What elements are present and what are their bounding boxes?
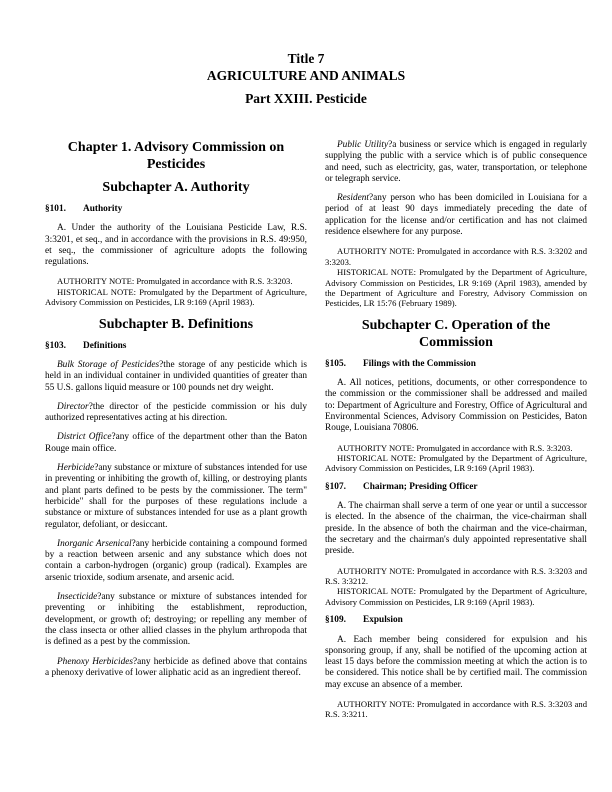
section-105-text: A. All notices, petitions, documents, or other correspondence to the commission or the commissioner shall be addressed and mailed to: Department of Agriculture and Forestry, Office of Agricultural and Environmental Sciences, Advisory Commission on Pesticides, Baton Rouge, Louisiana 70806. [325,378,587,434]
section-number: §105. [325,358,346,369]
definition-district-office [45,432,307,455]
defined-term: District Office [57,432,112,443]
unknown-glyph: ? [159,360,164,370]
defined-term: Insecticide [57,592,98,603]
section-103-heading [45,341,307,352]
authority-note: AUTHORITY NOTE: Promulgated in accordance with R.S. 3:3203 and R.S. 3:3212. [325,565,587,586]
historical-note: HISTORICAL NOTE: Promulgated by the Department of Agriculture, Advisory Commission on Pesticides, LR 9:169 (April 1983). [325,586,587,607]
definition-resident [325,193,587,238]
section-109-heading [325,615,587,626]
definition-bulk-storage [45,360,307,394]
section-title: Definitions [83,340,127,351]
title-block [0,50,612,107]
section-107-text: A. The chairman shall serve a term of one year or until a successor is elected. In the absence of the chairman, the vice-chairman shall preside. In the absence of both the chairman and the vice-chairman, the secretary and the chairman's duly appointed representative shall preside. [325,501,587,557]
section-107-heading [325,482,587,493]
authority-note: AUTHORITY NOTE: Promulgated in accordance with R.S. 3:3203 and R.S. 3:3211. [325,699,587,720]
definition-herbicide [45,463,307,531]
definition-director [45,402,307,425]
unknown-glyph: ? [132,656,138,667]
definition-insecticide [45,592,307,648]
defined-term: Public Utility [337,140,389,150]
part-heading: Part XXIII. Pesticide [245,91,367,106]
authority-note: AUTHORITY NOTE: Promulgated in accordance with R.S. 3:3202 and 3:3203. [325,246,587,267]
historical-note: HISTORICAL NOTE: Promulgated by the Department of Agriculture, Advisory Commission on Pesticides, LR 9:169 (April 1983). [325,453,587,474]
definition-phenoxy-herbicides [45,657,307,680]
historical-note: HISTORICAL NOTE: Promulgated by the Department of Agriculture, Advisory Commission on Pesticides, LR 9:169 (April 1983). [45,286,307,308]
authority-note: AUTHORITY NOTE: Promulgated in accordance with R.S. 3:3203. [337,442,573,453]
unknown-glyph: ? [388,140,393,150]
unknown-glyph: ? [97,592,102,603]
section-109-text: A. Each member being considered for expulsion and his sponsoring group, if any, shall be notified of the upcoming action at least 15 days before the commission meeting at which the action is to be considered. This notice shall be by certified mail. The commission may excuse an absence of a member. [325,634,587,690]
definition-text: any substance or mixture of substances intended for preventing or inhibiting the establishment, reproduction, development, or growth of; destroying; or repelling any member of the class insecta or other allied classes in the phylum arthropoda that is defined as a pest by the commission. [45,592,307,648]
definition-text: any herbicide as defined above that contains a phenoxy derivative of lower aliphatic acid as an ingredient thereof. [45,656,307,678]
definition-text: any herbicide containing a compound formed by a reaction between arsenic and any substance which does not contain a carbon-hydrogen (organic) group (radical). Examples are arsenic trioxide, sodium arsenate, and arsenic acid. [45,538,307,583]
section-number: §109. [325,615,346,626]
section-101-heading [45,204,307,215]
definition-text: the director of the pesticide commission or his duly authorized representatives acting at his direction. [45,401,307,424]
unknown-glyph: ? [131,538,136,549]
subchapter-a-heading: Subchapter A. Authority [102,180,250,195]
section-number: §103. [45,340,66,351]
definition-text: any substance or mixture of substances intended for use in preventing or inhibiting the growth of, killing, or destroying plants and plant parts defined to be pests by the commissioner. The term" herbicide" shall for the purposes of these regulations include a substance or mixture of substances intended for use as a plant growth regulator, defoliant, or desiccant. [45,463,307,530]
chapter-heading: Chapter 1. Advisory Commission on Pesticides [67,140,285,172]
definition-inorganic-arsenical [45,539,307,584]
defined-term: Director [57,401,89,412]
unknown-glyph: ? [369,193,374,204]
right-column [325,140,587,720]
section-101-text: A. Under the authority of the Louisiana Pesticide Law, R.S. 3:3201, et seq., and in accordance with the provisions in R.S. 49:950, et seq., the commissioner of agriculture adopts the following regulations. [45,223,307,268]
unknown-glyph: ? [94,463,99,474]
defined-term: Inorganic Arsenical [57,538,132,549]
section-title: Chairman; Presiding Officer [363,481,478,492]
title: Title 7 [287,51,325,66]
defined-term: Bulk Storage of Pesticides [57,360,160,370]
unknown-glyph: ? [88,401,93,412]
authority-note: AUTHORITY NOTE: Promulgated in accordance with R.S. 3:3203. [57,276,293,287]
section-105-heading [325,359,587,370]
subchapter-b-heading: Subchapter B. Definitions [98,316,254,332]
historical-note: HISTORICAL NOTE: Promulgated by the Department of Agriculture, Advisory Commission on Pesticides, LR 9:169 (April 1983), amended by the Department of Agriculture and Forestry, Advisory Commission on Pesticides, LR 15:76 (February 1989). [325,267,587,309]
subchapter-c-heading: Subchapter C. Operation of the Commission [361,317,551,350]
defined-term: Resident [337,193,370,204]
section-number: §101. [45,204,66,214]
section-title: Filings with the Commission [363,358,476,369]
defined-term: Herbicide [57,463,95,474]
section-number: §107. [325,481,346,492]
defined-term: Phenoxy Herbicides [57,656,133,667]
left-column [45,133,307,687]
subtitle: AGRICULTURE AND ANIMALS [206,68,406,83]
unknown-glyph: ? [111,432,116,443]
definition-text: any office of the department other than the Baton Rouge main office. [45,432,307,454]
definition-text: any person who has been domiciled in Louisiana for a period of at least 90 days immediately preceding the date of application for the license and/or certification and has not claimed residence elsewhere for any purpose. [325,193,587,238]
section-title: Expulsion [363,615,403,626]
definition-public-utility [325,140,587,185]
definition-text: the storage of any pesticide which is held in an individual container in undivided quantities of greater than 55 U.S. gallons liquid measure or 100 pounds net dry weight. [45,360,307,393]
definition-text: a business or service which is engaged in regularly supplying the public with a service which is of public consequence and need, such as electricity, gas, water, transportation, or telephone or telegraph service. [325,140,587,184]
section-title: Authority [83,204,123,214]
